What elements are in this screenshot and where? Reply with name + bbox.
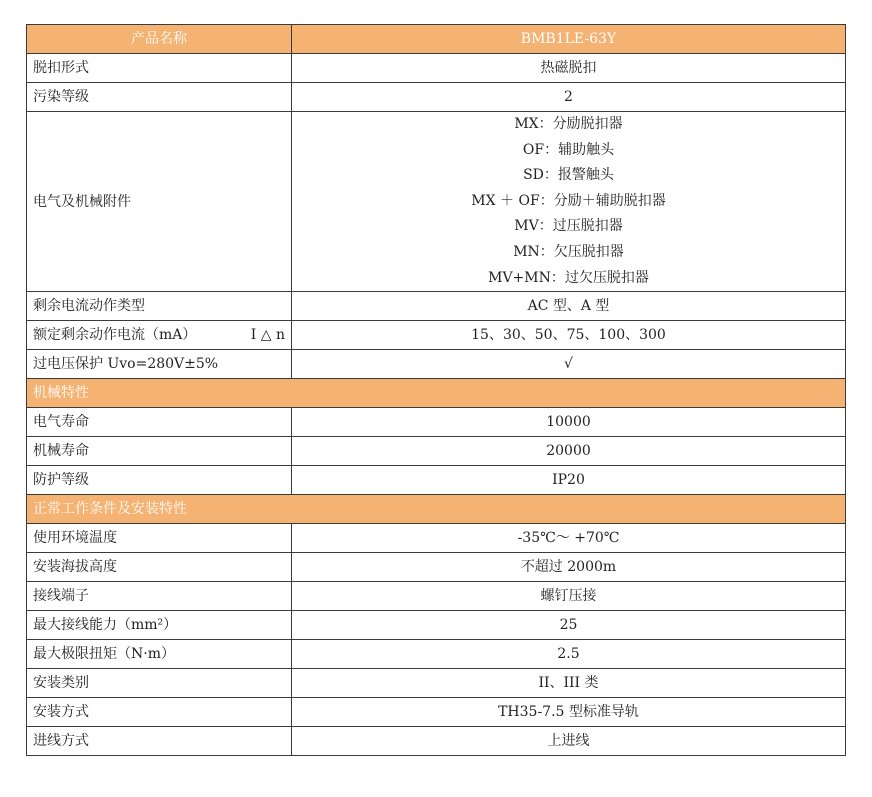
row-value: 2	[292, 83, 846, 112]
table-row	[27, 408, 846, 437]
row-value: -35℃～ +70℃	[292, 524, 846, 553]
row-label: 污染等级	[27, 83, 292, 112]
row-label: 最大极限扭矩（N·m）	[27, 640, 292, 669]
row-value: II、III 类	[292, 669, 846, 698]
row-value: IP20	[292, 466, 846, 495]
accessory-item: MX ＋ OF：分励＋辅助脱扣器	[471, 192, 666, 209]
row-label: 额定剩余动作电流（mA）	[33, 327, 197, 344]
row-value: 2.5	[292, 640, 846, 669]
accessories-row	[27, 112, 846, 292]
table-row	[27, 669, 846, 698]
row-label: 脱扣形式	[27, 54, 292, 83]
spec-table	[26, 24, 846, 756]
row-value: 10000	[292, 408, 846, 437]
row-value: 上进线	[292, 727, 846, 756]
table-row	[27, 437, 846, 466]
table-row	[27, 727, 846, 756]
row-value: 不超过 2000m	[292, 553, 846, 582]
row-value: 20000	[292, 437, 846, 466]
accessory-item: MV+MN：过欠压脱扣器	[488, 269, 649, 286]
section-header-mechanical	[27, 379, 846, 408]
rated-residual-symbol: I △ n	[250, 327, 285, 344]
row-value: 15、30、50、75、100、300	[292, 321, 846, 350]
check-mark: √	[292, 350, 846, 379]
table-row	[27, 553, 846, 582]
accessories-list	[292, 112, 846, 292]
row-label: 电气及机械附件	[27, 112, 292, 292]
row-label: 剩余电流动作类型	[27, 292, 292, 321]
row-label: 使用环境温度	[27, 524, 292, 553]
table-row	[27, 350, 846, 379]
table-row	[27, 54, 846, 83]
row-value: AC 型、A 型	[292, 292, 846, 321]
table-row	[27, 292, 846, 321]
table-row	[27, 321, 846, 350]
row-label: 电气寿命	[27, 408, 292, 437]
section-title: 机械特性	[27, 379, 846, 408]
header-label: 产品名称	[27, 25, 292, 54]
accessory-item: OF：辅助触头	[522, 141, 615, 158]
table-row	[27, 466, 846, 495]
row-label: 防护等级	[27, 466, 292, 495]
row-value: 25	[292, 611, 846, 640]
row-label: 过电压保护 Uvo=280V±5%	[27, 350, 292, 379]
table-row	[27, 640, 846, 669]
section-title: 正常工作条件及安装特性	[27, 495, 846, 524]
table-row	[27, 524, 846, 553]
accessory-item: MN：欠压脱扣器	[513, 243, 624, 260]
rated-residual-label-cell	[27, 321, 292, 350]
table-row	[27, 582, 846, 611]
table-row	[27, 698, 846, 727]
row-value: 螺钉压接	[292, 582, 846, 611]
header-value: BMB1LE-63Y	[292, 25, 846, 54]
header-row	[27, 25, 846, 54]
row-label: 安装类别	[27, 669, 292, 698]
row-label: 最大接线能力（mm²）	[27, 611, 292, 640]
row-label: 安装海拔高度	[27, 553, 292, 582]
row-value: 热磁脱扣	[292, 54, 846, 83]
table-row	[27, 83, 846, 112]
row-label: 机械寿命	[27, 437, 292, 466]
row-label: 进线方式	[27, 727, 292, 756]
accessory-item: MV：过压脱扣器	[514, 218, 623, 235]
row-label: 安装方式	[27, 698, 292, 727]
table-row	[27, 611, 846, 640]
section-header-installation	[27, 495, 846, 524]
accessory-item: MX：分励脱扣器	[514, 116, 623, 132]
row-value: TH35-7.5 型标准导轨	[292, 698, 846, 727]
accessory-item: SD：报警触头	[523, 167, 614, 184]
row-label: 接线端子	[27, 582, 292, 611]
